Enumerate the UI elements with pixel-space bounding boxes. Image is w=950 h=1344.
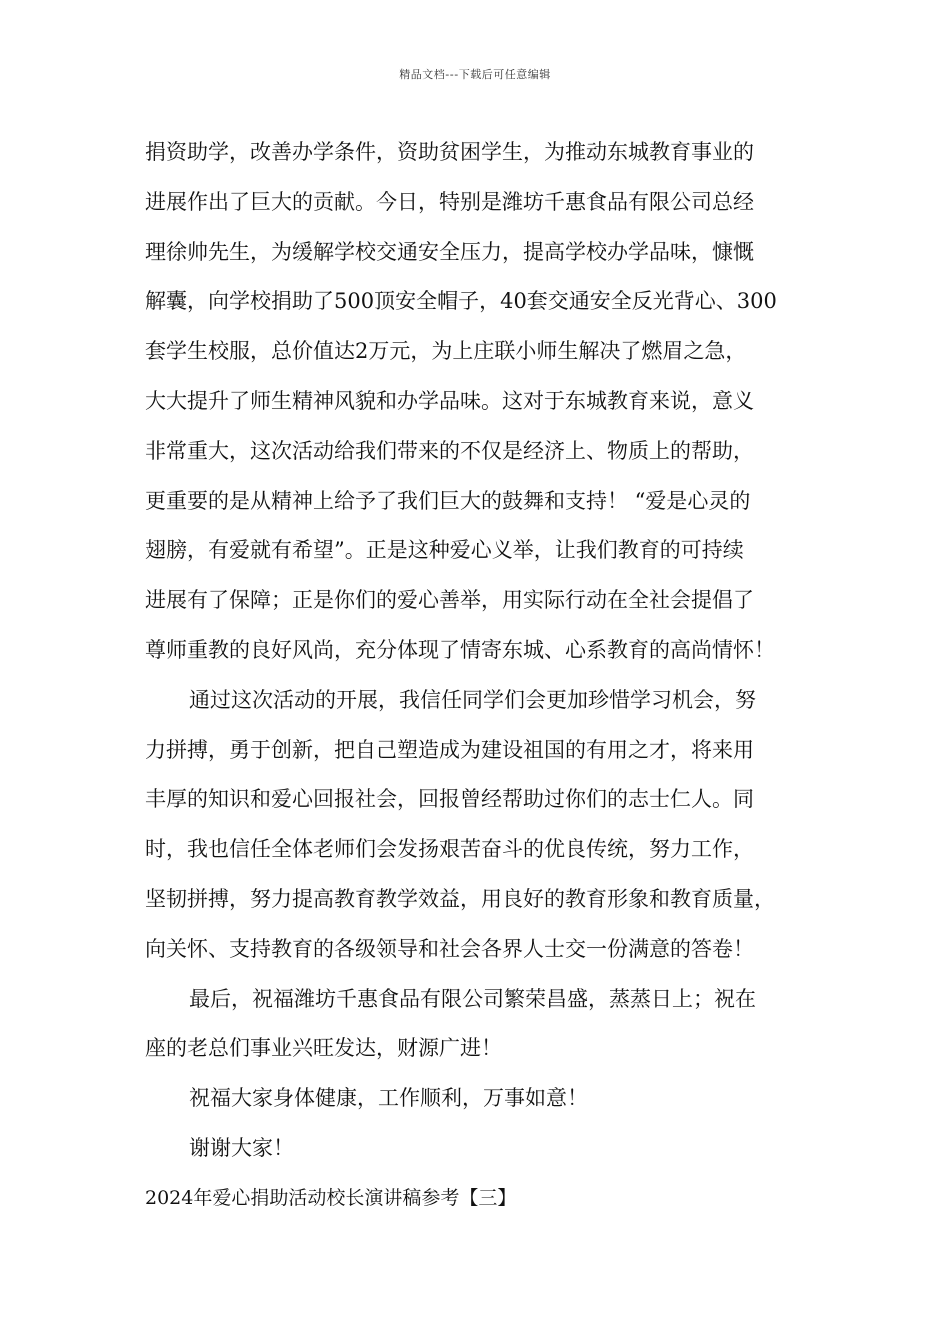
- text-line: 座的老总们事业兴旺发达，财源广进！: [145, 1036, 502, 1061]
- text-line: 时，我也信任全体老师们会发扬艰苦奋斗的优良传统，努力工作，: [145, 837, 754, 862]
- text-line: 丰厚的知识和爱心回报社会，回报曾经帮助过你们的志士仁人。同: [145, 787, 754, 812]
- text-line: 通过这次活动的开展，我信任同学们会更加珍惜学习机会，努: [189, 687, 756, 712]
- text-line: 套学生校服，总价值达2万元，为上庄联小师生解决了燃眉之急，: [145, 339, 747, 364]
- text-line: 谢谢大家！: [189, 1135, 294, 1160]
- document-body: [145, 128, 825, 1224]
- text-line: 非常重大，这次活动给我们带来的不仅是经济上、物质上的帮助，: [145, 438, 754, 463]
- text-line: 理徐帅先生，为缓解学校交通安全压力，提高学校办学品味，慷慨: [145, 239, 754, 264]
- text-line: 大大提升了师生精神风貌和办学品味。这对于东城教育来说，意义: [145, 388, 754, 413]
- text-line: 翅膀，有爱就有希望”。正是这种爱心义举，让我们教育的可持续: [145, 538, 744, 563]
- text-line: 进展有了保障；正是你们的爱心善举，用实际行动在全社会提倡了: [145, 588, 754, 613]
- text-line: 更重要的是从精神上给予了我们巨大的鼓舞和支持！ “爱是心灵的: [145, 488, 751, 513]
- section-heading: 2024年爱心捐助活动校长演讲稿参考【三】: [145, 1186, 517, 1209]
- text-line: 最后，祝福潍坊千惠食品有限公司繁荣昌盛，蒸蒸日上；祝在: [189, 986, 756, 1011]
- text-line: 力拼搏，勇于创新，把自己塑造成为建设祖国的有用之才，将来用: [145, 737, 754, 762]
- text-line: 祝福大家身体健康，工作顺利，万事如意！: [189, 1086, 588, 1111]
- text-line: 向关怀、支持教育的各级领导和社会各界人士交一份满意的答卷！: [145, 936, 754, 961]
- text-line: 进展作出了巨大的贡献。今日，特别是潍坊千惠食品有限公司总经: [145, 189, 754, 214]
- text-line: 坚韧拼搏，努力提高教育教学效益，用良好的教育形象和教育质量，: [145, 886, 775, 911]
- text-line: 捐资助学，改善办学条件，资助贫困学生，为推动东城教育事业的: [145, 140, 754, 164]
- text-line: 尊师重教的良好风尚，充分体现了情寄东城、心系教育的高尚情怀！: [145, 637, 775, 662]
- text-line: 解囊，向学校捐助了500顶安全帽子，40套交通安全反光背心、300: [145, 289, 777, 314]
- page-header: 精品文档---下载后可任意编辑: [399, 68, 551, 81]
